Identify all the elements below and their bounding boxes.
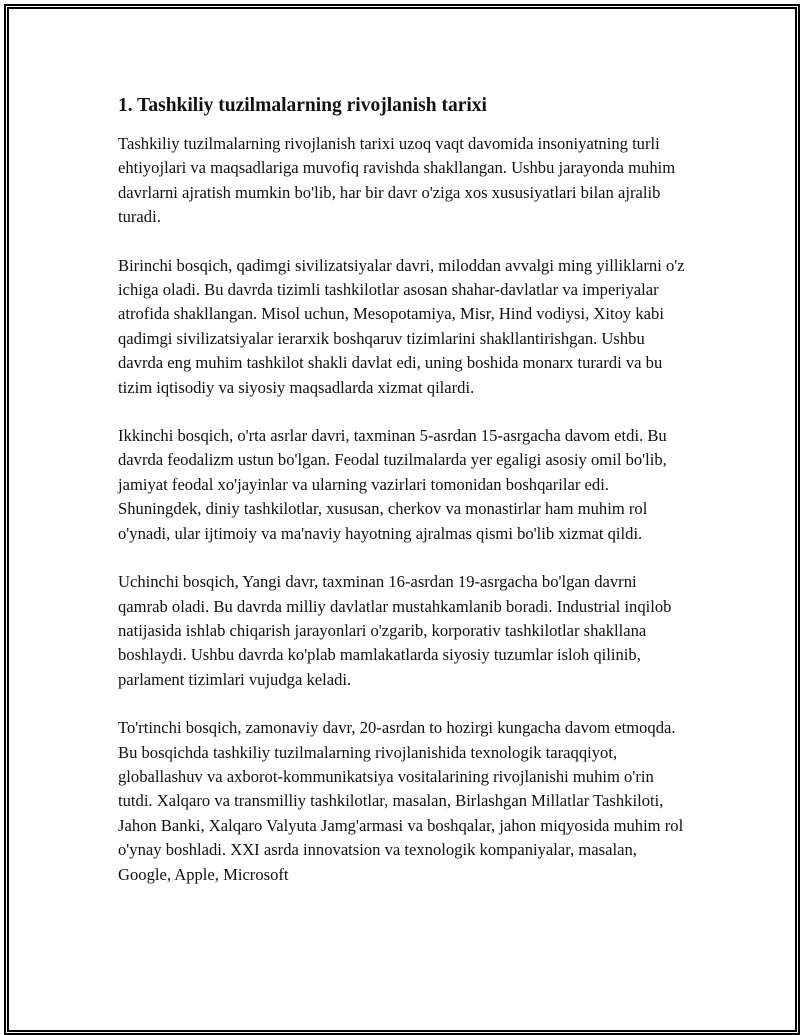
paragraph-stage-2: Ikkinchi bosqich, o'rta asrlar davri, taxminan 5-asrdan 15-asrgacha davom etdi. Bu davrda feodalizm ustun bo'lgan. Feodal tuzilmalarda yer egaligi asosiy omil bo'lib, jamiyat feodal xo'jayinlar va ularning vazirlari tomonidan boshqarilar edi. Shuningdek, diniy tashkilotlar, xususan, cherkov va monastirlar ham muhim rol o'ynadi, ular ijtimoiy va ma'naviy hayotning ajralmas qismi bo'lib xizmat qildi.: [118, 426, 667, 543]
paragraph-stage-3: Uchinchi bosqich, Yangi davr, taxminan 16-asrdan 19-asrgacha bo'lgan davrni qamrab oladi. Bu davrda milliy davlatlar mustahkamlanib boradi. Industrial inqilob natijasida ishlab chiqarish jarayonlari o'zgarib, korporativ tashkilotlar shakllana boshlaydi. Ushbu davrda ko'plab mamlakatlarda siyosiy tuzumlar isloh qilinib, parlament tizimlari vujudga keladi.: [118, 572, 672, 689]
document-body: [118, 92, 688, 911]
paragraph-stage-1: Birinchi bosqich, qadimgi sivilizatsiyalar davri, miloddan avvalgi ming yilliklarni o'z ichiga oladi. Bu davrda tizimli tashkilotlar asosan shahar-davlatlar va imperiyalar atrofida shakllangan. Misol uchun, Mesopotamiya, Misr, Hind vodiysi, Xitoy kabi qadimgi sivilizatsiyalar ierarxik boshqaruv tizimlarini shakllantirishgan. Ushbu davrda eng muhim tashkilot shakli davlat edi, uning boshida monarx turardi va bu tizim iqtisodiy va siyosiy maqsadlarda xizmat qilardi.: [118, 255, 685, 397]
paragraph-stage-4: To'rtinchi bosqich, zamonaviy davr, 20-asrdan to hozirgi kungacha davom etmoqda. Bu bosqichda tashkiliy tuzilmalarning rivojlanishida texnologik taraqqiyot, globallashuv va axborot-kommunikatsiya vositalarining rivojlanishi muhim o'rin tutdi. Xalqaro va transmilliy tashkilotlar, masalan, Birlashgan Millatlar Tashkiloti, Jahon Banki, Xalqaro Valyuta Jamg'armasi va boshqalar, jahon miqyosida muhim rol o'ynay boshladi. XXI asrda innovatsion va texnologik kompaniyalar, masalan, Google, Apple, Microsoft: [118, 718, 684, 884]
paragraph-intro: Tashkiliy tuzilmalarning rivojlanish tarixi uzoq vaqt davomida insoniyatning turli ehtiyojlari va maqsadlariga muvofiq ravishda shakllangan. Ushbu jarayonda muhim davrlarni ajratish mumkin bo'lib, har bir davr o'ziga xos xususiyatlari bilan ajralib turadi.: [118, 134, 676, 227]
section-heading: 1. Tashkiliy tuzilmalarning rivojlanish tarixi: [118, 95, 487, 116]
